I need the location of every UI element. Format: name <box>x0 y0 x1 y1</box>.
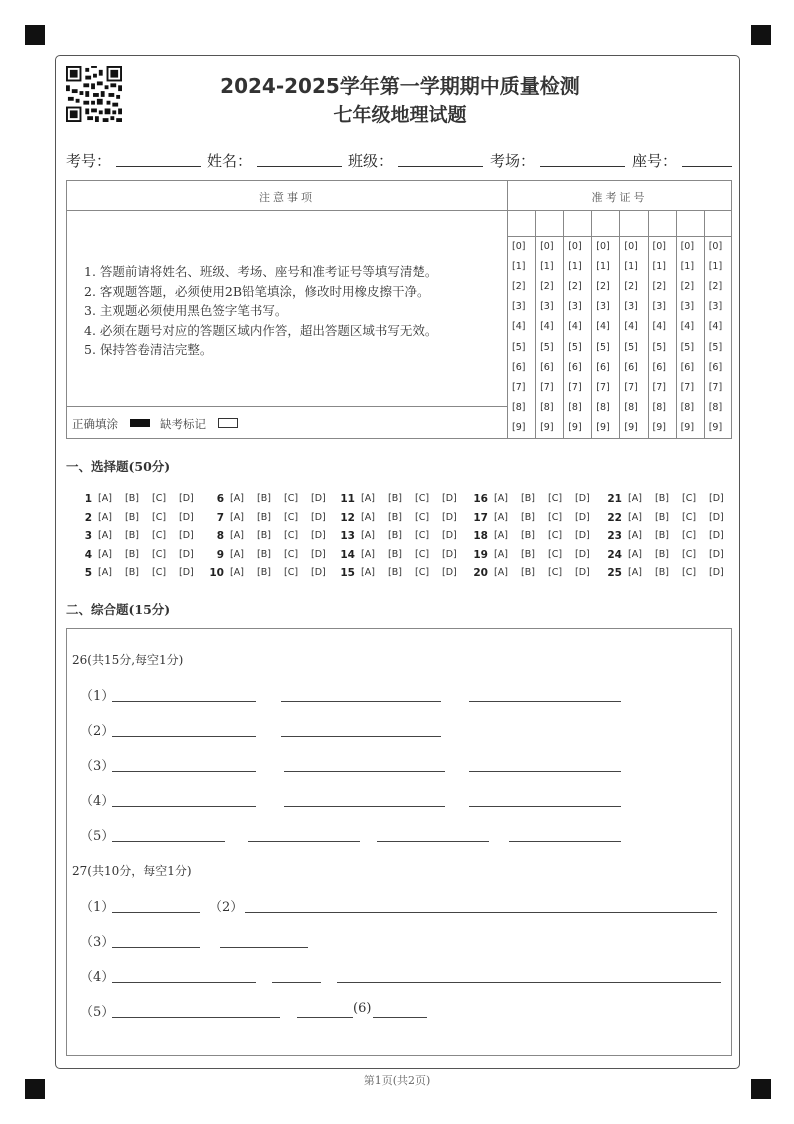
option-bubble-b[interactable]: [B] <box>655 493 669 504</box>
exam-id-digit-bubble[interactable]: [0] <box>540 241 554 252</box>
option-bubble-b[interactable]: [B] <box>655 530 669 541</box>
option-bubble-d[interactable]: [D] <box>442 548 457 560</box>
seat-number-label: 座号： <box>632 152 678 170</box>
option-bubble-b[interactable]: [B] <box>521 567 535 578</box>
option-bubble-a[interactable]: [A] <box>494 511 508 523</box>
option-bubble-d[interactable]: [D] <box>575 511 590 523</box>
option-bubble-c[interactable]: [C] <box>152 548 167 560</box>
notice-item: 1. 答题前请将姓名、班级、考场、座号和准考证号等填写清楚。 <box>84 264 438 279</box>
option-bubble-a[interactable]: [A] <box>230 511 244 523</box>
exam-id-digit-bubble[interactable]: [4] <box>596 321 610 333</box>
option-bubble-d[interactable]: [D] <box>709 511 724 523</box>
exam-id-digit-bubble[interactable]: [5] <box>624 341 638 353</box>
option-bubble-c[interactable]: [C] <box>548 548 563 560</box>
question-number: 13 <box>340 530 355 542</box>
q27-answer-blank[interactable] <box>112 947 200 948</box>
option-bubble-d[interactable]: [D] <box>442 511 457 523</box>
option-bubble-b[interactable]: [B] <box>257 548 271 560</box>
exam-id-column-divider <box>535 211 536 439</box>
question-number: 7 <box>216 511 224 524</box>
correct-fill-label: 正确填涂 <box>72 417 118 431</box>
question-number: 24 <box>607 548 622 561</box>
fill-legend <box>72 416 118 432</box>
option-bubble-b[interactable]: [B] <box>257 511 271 523</box>
option-bubble-c[interactable]: [C] <box>284 567 299 578</box>
option-bubble-d[interactable]: [D] <box>311 548 326 560</box>
question-number: 21 <box>607 493 622 505</box>
exam-id-digit-bubble[interactable]: [3] <box>652 301 666 313</box>
option-bubble-a[interactable]: [A] <box>98 511 112 523</box>
q27-header: 27(共10分，每空1分) <box>72 864 192 878</box>
option-bubble-c[interactable]: [C] <box>548 511 563 523</box>
option-bubble-d[interactable]: [D] <box>442 530 457 541</box>
absent-mark-label: 缺考标记 <box>160 417 206 431</box>
exam-id-digit-bubble[interactable]: [9] <box>596 421 610 433</box>
question-number: 14 <box>340 548 355 561</box>
q26-answer-blank[interactable] <box>469 806 621 807</box>
option-bubble-d[interactable]: [D] <box>575 493 590 504</box>
exam-id-digit-bubble[interactable]: [1] <box>540 261 554 273</box>
option-bubble-d[interactable]: [D] <box>442 567 457 578</box>
option-bubble-b[interactable]: [B] <box>388 511 402 523</box>
option-bubble-c[interactable]: [C] <box>415 548 430 560</box>
option-bubble-a[interactable]: [A] <box>98 548 112 560</box>
exam-id-entry-cell[interactable] <box>649 212 675 235</box>
exam-id-digit-bubble[interactable]: [3] <box>512 301 526 313</box>
exam-id-digit-bubble[interactable]: [9] <box>708 421 723 433</box>
option-bubble-d[interactable]: [D] <box>179 567 194 578</box>
option-bubble-c[interactable]: [C] <box>682 530 697 541</box>
corner-mark-top-left <box>25 25 45 45</box>
option-bubble-b[interactable]: [B] <box>388 567 402 578</box>
question-number: 17 <box>473 511 488 524</box>
option-bubble-d[interactable]: [D] <box>311 530 326 541</box>
q27-answer-blank[interactable] <box>112 912 200 913</box>
q26-answer-blank[interactable] <box>112 736 256 737</box>
option-bubble-d[interactable]: [D] <box>709 493 724 504</box>
exam-id-digit-bubble[interactable]: [0] <box>652 241 666 252</box>
qr-code-icon <box>66 66 122 122</box>
option-bubble-c[interactable]: [C] <box>682 567 697 578</box>
exam-room-field[interactable] <box>540 166 625 167</box>
option-bubble-b[interactable]: [B] <box>388 548 402 560</box>
exam-id-digit-bubble[interactable]: [2] <box>540 281 554 293</box>
exam-id-digit-bubble[interactable]: [6] <box>596 361 610 373</box>
q26-answer-blank[interactable] <box>469 771 621 772</box>
exam-id-digit-bubble[interactable]: [1] <box>680 261 695 273</box>
exam-id-digit-bubble[interactable]: [8] <box>652 401 666 413</box>
exam-id-digit-bubble[interactable]: [3] <box>596 301 610 313</box>
q27-answer-blank[interactable] <box>272 982 321 983</box>
q27-answer-blank[interactable] <box>297 1017 353 1018</box>
question-number: 16 <box>473 493 488 505</box>
q27-part-label: （1） <box>80 900 115 915</box>
question-number: 25 <box>607 567 622 579</box>
q27-part-label: （5） <box>80 1005 115 1020</box>
exam-number-label: 考号： <box>66 152 112 170</box>
exam-id-digit-bubble[interactable]: [9] <box>680 421 695 433</box>
exam-id-digit-bubble[interactable]: [1] <box>652 261 666 273</box>
q27-part-label: (6) <box>353 1001 372 1016</box>
exam-id-digit-bubble[interactable]: [8] <box>680 401 695 413</box>
option-bubble-a[interactable]: [A] <box>361 530 375 541</box>
q26-answer-blank[interactable] <box>112 806 256 807</box>
q27-answer-blank[interactable] <box>220 947 308 948</box>
option-bubble-c[interactable]: [C] <box>548 530 563 541</box>
exam-id-digit-bubble[interactable]: [0] <box>596 241 610 252</box>
option-bubble-c[interactable]: [C] <box>682 511 697 523</box>
option-bubble-d[interactable]: [D] <box>575 530 590 541</box>
option-bubble-a[interactable]: [A] <box>230 530 244 541</box>
option-bubble-c[interactable]: [C] <box>152 493 167 504</box>
exam-id-digit-bubble[interactable]: [2] <box>708 281 723 293</box>
exam-id-digit-bubble[interactable]: [4] <box>568 321 582 333</box>
name-label: 姓名： <box>207 152 253 170</box>
exam-id-digit-bubble[interactable]: [3] <box>624 301 638 313</box>
q27-answer-blank[interactable] <box>112 982 256 983</box>
exam-id-digit-bubble[interactable]: [7] <box>680 381 695 393</box>
option-bubble-c[interactable]: [C] <box>415 511 430 523</box>
exam-id-digit-bubble[interactable]: [1] <box>596 261 610 273</box>
exam-id-digit-bubble[interactable]: [4] <box>680 321 695 333</box>
notice-item: 4. 必须在题号对应的答题区域内作答，超出答题区域书写无效。 <box>84 322 438 338</box>
option-bubble-a[interactable]: [A] <box>628 567 642 578</box>
exam-id-digit-bubble[interactable]: [2] <box>624 281 638 293</box>
option-bubble-a[interactable]: [A] <box>361 548 375 560</box>
option-bubble-b[interactable]: [B] <box>521 511 535 523</box>
option-bubble-a[interactable]: [A] <box>628 548 642 560</box>
seat-number-field[interactable] <box>682 166 732 167</box>
option-bubble-a[interactable]: [A] <box>628 530 642 541</box>
exam-id-digit-bubble[interactable]: [1] <box>708 261 723 273</box>
exam-id-digit-bubble[interactable]: [2] <box>568 281 582 293</box>
exam-id-entry-cell[interactable] <box>705 212 731 235</box>
option-bubble-b[interactable]: [B] <box>655 567 669 578</box>
q26-answer-blank[interactable] <box>469 701 621 702</box>
option-bubble-c[interactable]: [C] <box>682 493 697 504</box>
option-bubble-b[interactable]: [B] <box>257 493 271 504</box>
exam-id-digit-bubble[interactable]: [5] <box>540 341 554 353</box>
option-bubble-d[interactable]: [D] <box>179 493 194 504</box>
exam-id-digit-bubble[interactable]: [7] <box>624 381 638 393</box>
exam-id-digit-bubble[interactable]: [6] <box>680 361 695 373</box>
exam-id-digit-bubble[interactable]: [7] <box>512 381 526 393</box>
question-number: 9 <box>216 548 224 561</box>
exam-id-digit-bubble[interactable]: [2] <box>652 281 666 293</box>
option-bubble-a[interactable]: [A] <box>230 493 244 504</box>
exam-id-digit-bubble[interactable]: [1] <box>512 261 526 273</box>
correct-fill-sample <box>130 419 150 427</box>
q26-part-label: （4） <box>80 794 115 809</box>
question-number: 15 <box>340 567 355 579</box>
option-bubble-d[interactable]: [D] <box>179 548 194 560</box>
question-number: 5 <box>84 567 92 579</box>
option-bubble-a[interactable]: [A] <box>98 493 112 504</box>
exam-id-digit-bubble[interactable]: [8] <box>540 401 554 413</box>
exam-id-digit-bubble[interactable]: [6] <box>708 361 723 373</box>
q26-answer-blank[interactable] <box>281 736 441 737</box>
option-bubble-b[interactable]: [B] <box>521 493 535 504</box>
exam-id-digit-bubble[interactable]: [8] <box>596 401 610 413</box>
exam-id-digit-bubble[interactable]: [7] <box>540 381 554 393</box>
exam-id-digit-bubble[interactable]: [9] <box>652 421 666 433</box>
option-bubble-a[interactable]: [A] <box>98 567 112 578</box>
exam-id-digit-bubble[interactable]: [4] <box>652 321 666 333</box>
option-bubble-c[interactable]: [C] <box>284 530 299 541</box>
option-bubble-a[interactable]: [A] <box>230 567 244 578</box>
option-bubble-a[interactable]: [A] <box>494 530 508 541</box>
option-bubble-c[interactable]: [C] <box>284 511 299 523</box>
option-bubble-b[interactable]: [B] <box>125 567 139 578</box>
exam-id-digit-bubble[interactable]: [0] <box>624 241 638 252</box>
notice-list <box>84 262 437 360</box>
section2-title: 二、综合题(15分) <box>66 602 171 617</box>
q26-part-label: （1） <box>80 689 115 704</box>
option-bubble-d[interactable]: [D] <box>575 548 590 560</box>
option-bubble-c[interactable]: [C] <box>415 530 430 541</box>
exam-id-digit-bubble[interactable]: [0] <box>568 241 582 252</box>
exam-id-digit-bubble[interactable]: [2] <box>680 281 695 293</box>
option-bubble-d[interactable]: [D] <box>709 530 724 541</box>
name-field[interactable] <box>257 166 342 167</box>
exam-id-digit-bubble[interactable]: [6] <box>624 361 638 373</box>
option-bubble-a[interactable]: [A] <box>494 567 508 578</box>
exam-id-digit-bubble[interactable]: [5] <box>596 341 610 353</box>
exam-id-digit-bubble[interactable]: [2] <box>512 281 526 293</box>
option-bubble-b[interactable]: [B] <box>257 567 271 578</box>
option-bubble-b[interactable]: [B] <box>388 493 402 504</box>
option-bubble-a[interactable]: [A] <box>628 493 642 504</box>
exam-id-digit-bubble[interactable]: [3] <box>540 301 554 313</box>
exam-id-digit-bubble[interactable]: [5] <box>512 341 526 353</box>
exam-id-digit-bubble[interactable]: [8] <box>512 401 526 413</box>
exam-id-column-divider <box>563 211 564 439</box>
option-bubble-b[interactable]: [B] <box>125 548 139 560</box>
exam-id-digit-bubble[interactable]: [6] <box>540 361 554 373</box>
option-bubble-a[interactable]: [A] <box>98 530 112 541</box>
exam-id-entry-cell[interactable] <box>677 212 703 235</box>
exam-id-digit-bubble[interactable]: [4] <box>708 321 723 333</box>
exam-subtitle: 七年级地理试题 <box>333 104 467 126</box>
question-number: 23 <box>607 530 622 542</box>
option-bubble-b[interactable]: [B] <box>125 530 139 541</box>
exam-id-digit-bubble[interactable]: [9] <box>540 421 554 433</box>
option-bubble-c[interactable]: [C] <box>284 548 299 560</box>
exam-id-digit-bubble[interactable]: [5] <box>708 341 723 353</box>
exam-id-digit-bubble[interactable]: [7] <box>708 381 723 393</box>
option-bubble-a[interactable]: [A] <box>361 493 375 504</box>
option-bubble-d[interactable]: [D] <box>575 567 590 578</box>
notice-item: 5. 保持答卷清洁完整。 <box>84 342 213 357</box>
exam-id-digit-bubble[interactable]: [0] <box>680 241 695 252</box>
exam-id-digit-bubble[interactable]: [4] <box>512 321 526 333</box>
option-bubble-b[interactable]: [B] <box>521 530 535 541</box>
notice-item: 3. 主观题必须使用黑色签字笔书写。 <box>84 303 288 318</box>
option-bubble-d[interactable]: [D] <box>179 511 194 523</box>
option-bubble-d[interactable]: [D] <box>311 511 326 523</box>
question-number: 8 <box>216 530 224 542</box>
exam-id-digit-bubble[interactable]: [7] <box>596 381 610 393</box>
option-bubble-b[interactable]: [B] <box>388 530 402 541</box>
exam-room-label: 考场： <box>490 152 536 170</box>
option-bubble-c[interactable]: [C] <box>152 530 167 541</box>
exam-id-digit-bubble[interactable]: [4] <box>624 321 638 333</box>
question-number: 18 <box>473 530 488 542</box>
class-label: 班级： <box>348 152 394 170</box>
exam-id-digit-bubble[interactable]: [1] <box>568 261 582 273</box>
exam-id-digit-bubble[interactable]: [0] <box>512 241 526 252</box>
page-footer: 第1页(共2页) <box>363 1074 431 1087</box>
exam-id-digit-bubble[interactable]: [7] <box>568 381 582 393</box>
exam-id-digit-bubble[interactable]: [6] <box>512 361 526 373</box>
q27-part-label: （2） <box>209 900 244 915</box>
class-field[interactable] <box>398 166 483 167</box>
option-bubble-b[interactable]: [B] <box>655 548 669 560</box>
exam-id-digit-bubble[interactable]: [6] <box>652 361 666 373</box>
option-bubble-c[interactable]: [C] <box>415 493 430 504</box>
exam-id-column-divider <box>676 211 677 439</box>
exam-id-digit-bubble[interactable]: [8] <box>708 401 723 413</box>
absent-legend <box>160 416 206 432</box>
exam-id-digit-bubble[interactable]: [3] <box>680 301 695 313</box>
q26-answer-blank[interactable] <box>281 701 441 702</box>
q26-part-label: （3） <box>80 759 115 774</box>
q27-answer-blank[interactable] <box>112 1017 280 1018</box>
option-bubble-b[interactable]: [B] <box>125 511 139 523</box>
exam-id-entry-cell[interactable] <box>592 212 618 235</box>
q26-answer-blank[interactable] <box>112 771 256 772</box>
option-bubble-d[interactable]: [D] <box>179 530 194 541</box>
option-bubble-b[interactable]: [B] <box>257 530 271 541</box>
exam-id-digit-bubble[interactable]: [5] <box>680 341 695 353</box>
q26-answer-blank[interactable] <box>248 841 360 842</box>
question-number: 3 <box>84 530 92 542</box>
essay-answer-box <box>66 628 732 1056</box>
exam-id-digit-bubble[interactable]: [8] <box>624 401 638 413</box>
exam-id-digit-bubble[interactable]: [5] <box>568 341 582 353</box>
q26-header: 26(共15分,每空1分) <box>72 653 184 667</box>
exam-id-digit-bubble[interactable]: [6] <box>568 361 582 373</box>
q26-part-label: （2） <box>80 724 115 739</box>
student-info-row <box>66 150 732 172</box>
q27-part-label: （3） <box>80 935 115 950</box>
q26-answer-blank[interactable] <box>509 841 621 842</box>
option-bubble-b[interactable]: [B] <box>125 493 139 504</box>
exam-id-entry-cell[interactable] <box>564 212 590 235</box>
absent-mark-box[interactable] <box>218 418 238 428</box>
option-bubble-a[interactable]: [A] <box>361 511 375 523</box>
option-bubble-d[interactable]: [D] <box>709 548 724 560</box>
notice-item: 2. 客观题答题，必须使用2B铅笔填涂，修改时用橡皮擦干净。 <box>84 283 430 299</box>
q27-answer-blank[interactable] <box>373 1017 427 1018</box>
q26-answer-blank[interactable] <box>284 771 445 772</box>
exam-id-digit-bubble[interactable]: [3] <box>708 301 723 313</box>
exam-id-digit-bubble[interactable]: [8] <box>568 401 582 413</box>
exam-id-digit-bubble[interactable]: [1] <box>624 261 638 273</box>
q26-answer-blank[interactable] <box>284 806 445 807</box>
exam-id-column-divider <box>704 211 705 439</box>
q27-part-label: （4） <box>80 970 115 985</box>
option-bubble-a[interactable]: [A] <box>494 548 508 560</box>
question-number: 12 <box>340 511 355 524</box>
exam-id-entry-cell[interactable] <box>536 212 562 235</box>
exam-id-digit-bubble[interactable]: [7] <box>652 381 666 393</box>
q26-part-label: （5） <box>80 829 115 844</box>
exam-title: 2024-2025学年第一学期期中质量检测 <box>220 74 580 98</box>
option-bubble-c[interactable]: [C] <box>548 567 563 578</box>
question-number: 10 <box>209 567 224 579</box>
section1-title: 一、选择题(50分) <box>66 459 171 474</box>
exam-number-field[interactable] <box>116 166 201 167</box>
exam-id-entry-cell[interactable] <box>508 212 534 235</box>
legend-divider <box>66 406 508 407</box>
option-bubble-c[interactable]: [C] <box>152 567 167 578</box>
exam-id-digit-bubble[interactable]: [4] <box>540 321 554 333</box>
exam-id-digit-bubble[interactable]: [0] <box>708 241 723 252</box>
question-number: 20 <box>473 567 488 579</box>
exam-id-digit-bubble[interactable]: [9] <box>624 421 638 433</box>
exam-id-column-divider <box>591 211 592 439</box>
option-bubble-a[interactable]: [A] <box>230 548 244 560</box>
question-number: 6 <box>216 493 224 505</box>
exam-id-entry-cell[interactable] <box>620 212 646 235</box>
exam-id-header: 准考证号 <box>591 191 648 204</box>
option-bubble-d[interactable]: [D] <box>311 567 326 578</box>
option-bubble-d[interactable]: [D] <box>442 493 457 504</box>
option-bubble-c[interactable]: [C] <box>548 493 563 504</box>
option-bubble-c[interactable]: [C] <box>152 511 167 523</box>
option-bubble-c[interactable]: [C] <box>415 567 430 578</box>
option-bubble-a[interactable]: [A] <box>628 511 642 523</box>
question-number: 22 <box>607 511 622 524</box>
exam-id-digit-bubble[interactable]: [9] <box>512 421 526 433</box>
option-bubble-d[interactable]: [D] <box>709 567 724 578</box>
option-bubble-d[interactable]: [D] <box>311 493 326 504</box>
q27-answer-blank[interactable] <box>337 982 721 983</box>
corner-mark-top-right <box>751 25 771 45</box>
option-bubble-b[interactable]: [B] <box>655 511 669 523</box>
q27-answer-blank[interactable] <box>245 912 717 913</box>
q26-answer-blank[interactable] <box>377 841 489 842</box>
exam-id-digit-bubble[interactable]: [2] <box>596 281 610 293</box>
option-bubble-c[interactable]: [C] <box>682 548 697 560</box>
exam-id-column-divider <box>648 211 649 439</box>
q26-answer-blank[interactable] <box>112 701 256 702</box>
question-number: 11 <box>340 493 355 505</box>
option-bubble-a[interactable]: [A] <box>494 493 508 504</box>
question-number: 2 <box>84 511 92 524</box>
q26-answer-blank[interactable] <box>112 841 225 842</box>
exam-id-digit-bubble[interactable]: [9] <box>568 421 582 433</box>
option-bubble-b[interactable]: [B] <box>521 548 535 560</box>
exam-id-column-divider <box>619 211 620 439</box>
question-number: 4 <box>84 548 92 561</box>
option-bubble-a[interactable]: [A] <box>361 567 375 578</box>
exam-id-digit-bubble[interactable]: [5] <box>652 341 666 353</box>
notice-header: 注意事项 <box>259 191 315 204</box>
option-bubble-c[interactable]: [C] <box>284 493 299 504</box>
question-number: 1 <box>84 493 92 505</box>
exam-id-digit-bubble[interactable]: [3] <box>568 301 582 313</box>
question-number: 19 <box>473 548 488 561</box>
